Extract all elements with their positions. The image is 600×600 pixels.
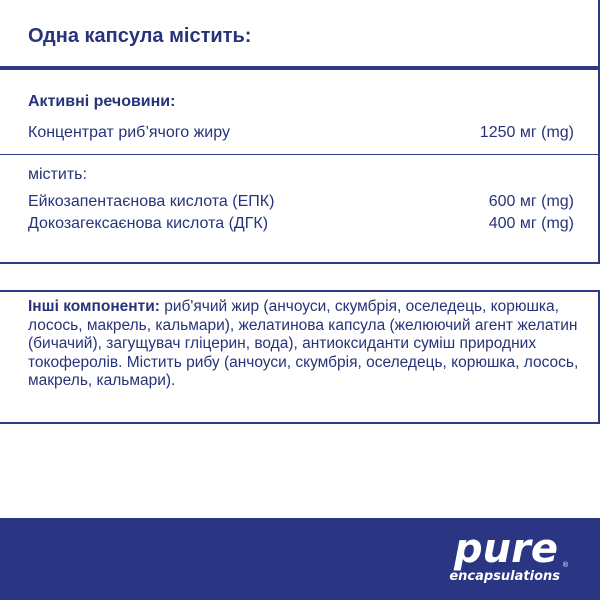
ingredient-amount: 1250 мг (mg) xyxy=(479,124,574,141)
active-ingredients-heading: Активні речовини: xyxy=(28,93,176,110)
other-ingredients-list: риб'ячий жир (анчоуси, скумбрія, оселедець, корюшка, лосось, макрель, кальмари), желатинова капсула (желюючий агент желатин (бичачий), загущувач гліцерин, вода), антиоксиданти суміш природних токоферолів. Містить рибу (анчоуси, скумбрія, оселедець, корюшка, лосось, макрель, кальмари). xyxy=(28,298,579,389)
ingredient-amount: 400 мг (mg) xyxy=(488,215,574,232)
registered-mark: ® xyxy=(562,562,568,569)
supplement-facts-table xyxy=(0,0,600,264)
brand-logo xyxy=(404,526,568,592)
brand-tagline: encapsulations xyxy=(449,569,560,584)
brand-footer xyxy=(0,518,600,600)
contains-label: містить: xyxy=(28,166,87,183)
ingredient-name: Концентрат риб’ячого жиру xyxy=(28,124,230,141)
other-ingredients-text xyxy=(28,298,584,391)
active-ingredients-section xyxy=(0,70,598,155)
other-ingredients-label: Інші компоненти: xyxy=(28,298,160,315)
ingredient-amount: 600 мг (mg) xyxy=(488,193,574,210)
brand-name: pure xyxy=(454,526,558,572)
other-ingredients-box xyxy=(0,290,600,424)
ingredient-name: Ейкозапентаєнова кислота (ЕПК) xyxy=(28,193,275,210)
table-title: Одна капсула містить: xyxy=(28,25,252,47)
table-header xyxy=(0,0,598,70)
ingredient-name: Докозагексаєнова кислота (ДГК) xyxy=(28,215,269,232)
contains-section xyxy=(0,156,598,262)
